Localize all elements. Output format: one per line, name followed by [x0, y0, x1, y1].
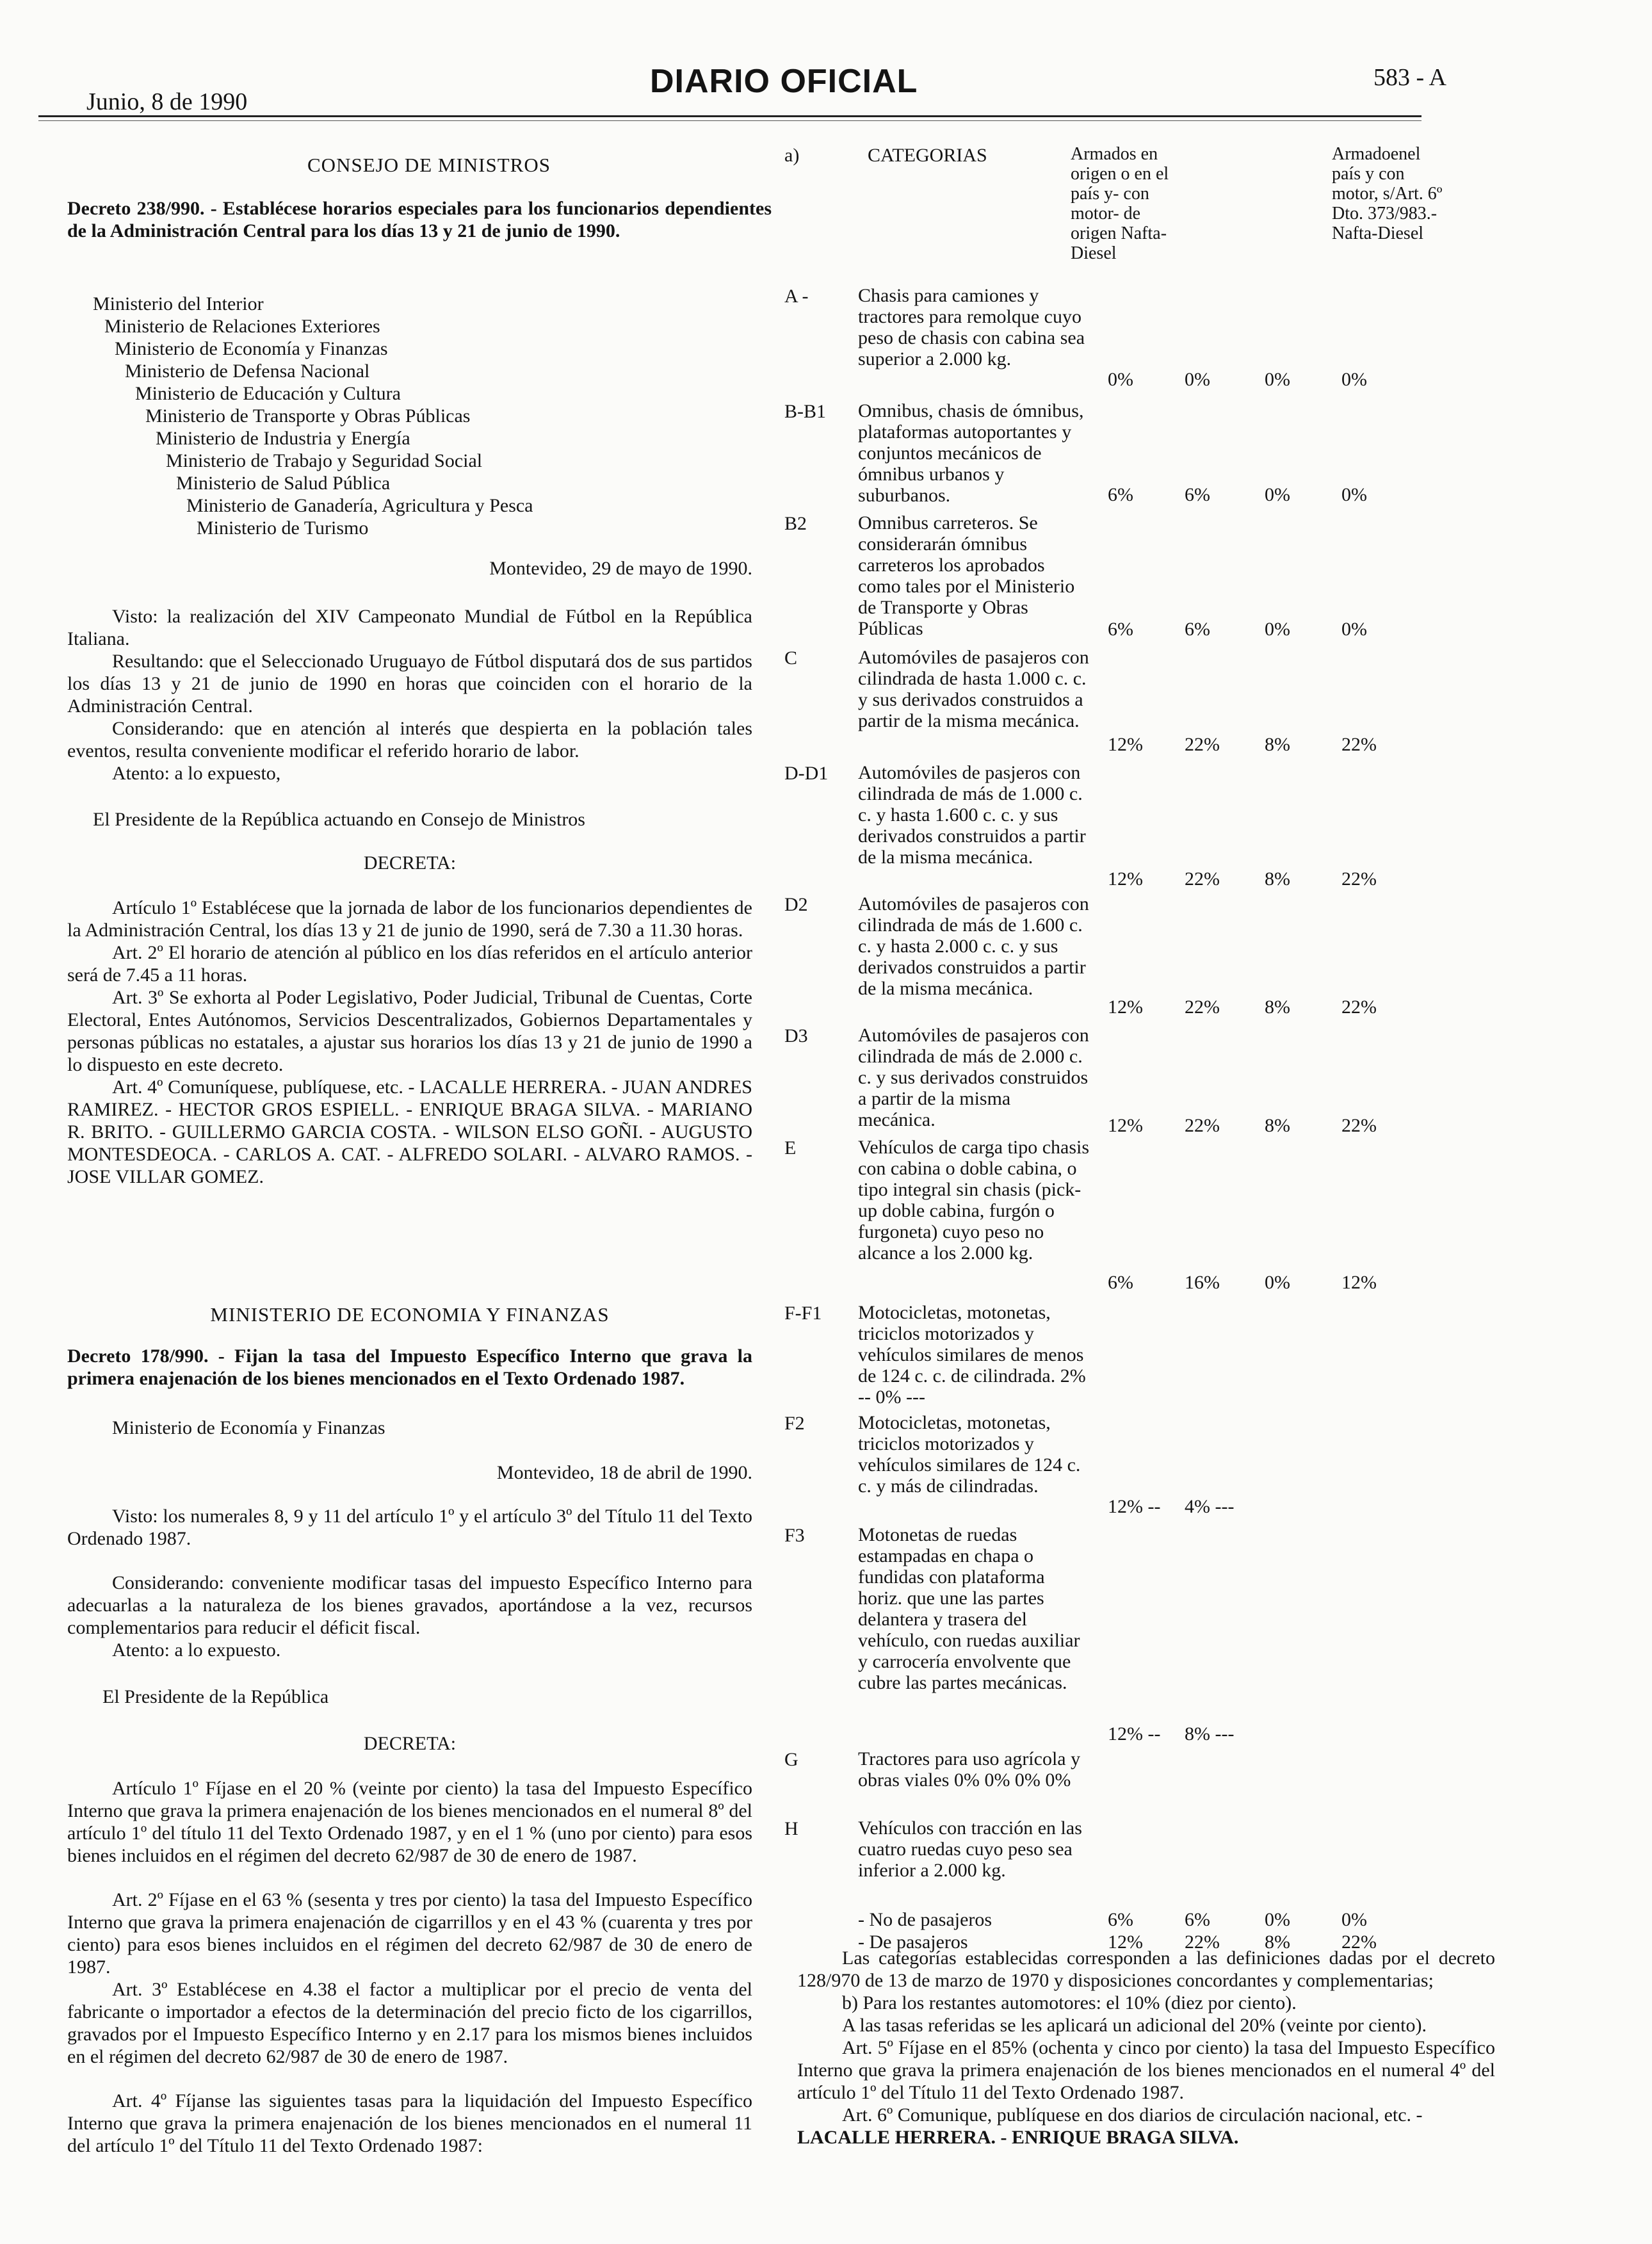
mef-considerations [67, 1505, 752, 1661]
rate-cell: 8% [1265, 868, 1290, 890]
rate-cell: 0% [1341, 484, 1367, 505]
article-3: Art. 3º Se exhorta al Poder Legislativo, Poder Judicial, Tribunal de Cuentas, Corte Electoral, Entes Autónomos, Servicios Descentralizados, Gobiernos Departamentales y personas públicas no estatales, a ajustar sus horarios los días 13 y 21 de junio de 1990 a lo dispuesto en este decreto. [67, 987, 752, 1075]
table-notes [797, 1947, 1495, 2149]
category-description: Tractores para uso agrícola y obras viales 0% 0% 0% 0% [858, 1748, 1081, 1791]
atento-text: Atento: a lo expuesto. [112, 1639, 281, 1661]
rate-cell: 8% [1265, 996, 1290, 1018]
rate-cell: 12% [1108, 1931, 1143, 1953]
article-1: Artículo 1º Fíjase en el 20 % (veinte por ciento) la tasa del Impuesto Específico Interno que grava la primera enajenación de los bienes mencionados en el numeral 8º del artículo 1º del título 11 del Texto Ordenado 1987, y en el 1 % (uno por ciento) para esos bienes incluidos en el régimen del decreto 62/987 de 30 de enero de 1987. [67, 1778, 752, 1866]
rate-cell: 22% [1185, 868, 1220, 890]
rate-cell: 22% [1341, 734, 1377, 755]
rate-row [1108, 733, 1441, 756]
ministry-item: Ministerio de Educación y Cultura [135, 383, 401, 404]
ministry-item: Ministerio de Economía y Finanzas [115, 338, 388, 359]
note-b: b) Para los restantes automotores: el 10% (diez por ciento). [842, 1992, 1297, 2013]
category-code: A - [784, 286, 809, 307]
consejo-considerations [67, 605, 752, 785]
table-header-armados-pais: Armadoenel país y con motor, s/Art. 6º Dto. 373/983.- Nafta-Diesel [1332, 144, 1443, 243]
newspaper-title: DIARIO OFICIAL [650, 63, 918, 100]
category-code: D3 [784, 1025, 808, 1046]
rate-cell: 12% [1108, 996, 1143, 1018]
header-rule [38, 115, 1421, 117]
category-code: F3 [784, 1525, 805, 1546]
decree-178-title: Decreto 178/990. - Fijan la tasa del Impuesto Específico Interno que grava la primera enajenación de los bienes mencionados en el Texto Ordenado 1987. [67, 1346, 752, 1389]
page-number: 583 - A [1373, 64, 1446, 91]
rate-cell: 22% [1185, 734, 1220, 755]
category-description: Motocicletas, motonetas, triciclos motorizados y vehículos similares de menos de 124 c. c. de cilindrada. 2% -- 0% --- [858, 1302, 1086, 1408]
rate-cell [1265, 1495, 1341, 1518]
article-3: Art. 3º Establécese en 4.38 el factor a multiplicar por el precio de venta del fabricante o importador a efectos de la determinación del precio ficto de los cigarrillos, gravados por el Impuesto Específico Interno y en 2.17 para los mismos bienes incluidos en el régimen del decreto 62/987 de 30 de enero de 1987. [67, 1979, 752, 2067]
ministry-item: Ministerio de Ganadería, Agricultura y Pesca [186, 495, 533, 516]
rate-cell: 12% -- [1108, 1496, 1161, 1517]
category-description: Automóviles de pasajeros con cilindrada de más de 1.600 c. c. y hasta 2.000 c. c. y sus derivados construidos a partir de la misma mecánica. [858, 893, 1089, 999]
table-header-categorias: CATEGORIAS [868, 145, 987, 166]
resultando-text: Resultando: que el Seleccionado Uruguayo de Fútbol disputará dos de sus partidos los días 13 y 21 de junio de 1990 en horas que coinciden con el horario de la Administración Central. [67, 651, 752, 717]
category-description: Omnibus, chasis de ómnibus, plataformas autoportantes y conjuntos mecánicos de ómnibus urbanos y suburbanos. [858, 400, 1084, 506]
rate-row [1108, 368, 1441, 391]
article-4: Art. 4º Comuníquese, publíquese, etc. - LACALLE HERRERA. - JUAN ANDRES RAMIREZ. - HECTOR GROS ESPIELL. - ENRIQUE BRAGA SILVA. - MARIANO R. BRITO. - GUILLERMO GARCIA COSTA. - WILSON ELSO GOÑI. - AUGUSTO MONTESDEOCA. - CARLOS A. CAT. - ALFREDO SOLARI. - ALVARO RAMOS. - JOSE VILLAR GOMEZ. [67, 1077, 752, 1187]
category-code: D2 [784, 894, 808, 915]
presidente-text: El Presidente de la República actuando en Consejo de Ministros [93, 809, 585, 830]
rate-cell: 6% [1108, 1272, 1133, 1293]
presidente-text: El Presidente de la República [102, 1686, 329, 1707]
rate-row [1108, 996, 1441, 1018]
rate-cell: 12% [1108, 1115, 1143, 1136]
ministry-item: Ministerio de Industria y Energía [156, 428, 410, 449]
category-code: E [784, 1137, 797, 1159]
rate-cell: 22% [1341, 1115, 1377, 1136]
rate-cell: 12% [1341, 1272, 1377, 1293]
rate-cell: 6% [1108, 1909, 1133, 1930]
category-description: Chasis para camiones y tractores para remolque cuyo peso de chasis con cabina sea superior a 2.000 kg. [858, 285, 1085, 370]
rate-cell: 6% [1108, 484, 1133, 505]
visto-text: Visto: los numerales 8, 9 y 11 del artículo 1º y el artículo 3º del Título 11 del Texto Ordenado 1987. [67, 1506, 752, 1549]
ministry-item: Ministerio de Turismo [197, 517, 369, 539]
rate-row [1108, 484, 1441, 506]
decree-238-title: Decreto 238/990. - Establécese horarios especiales para los funcionarios dependientes de la Administración Central para los días 13 y 21 de junio de 1990. [67, 198, 772, 241]
signature: LACALLE HERRERA. - ENRIQUE BRAGA SILVA. [797, 2127, 1239, 2148]
table-label-a: a) [784, 145, 800, 166]
category-description: Motonetas de ruedas estampadas en chapa o fundidas con plataforma horiz. que une las partes delantera y trasera del vehículo, con ruedas auxiliar y carrocería envolvente que cubre las partes mecánicas. [858, 1524, 1080, 1693]
rate-row [1108, 618, 1441, 640]
article-2: Art. 2º Fíjase en el 63 % (sesenta y tres por ciento) la tasa del Impuesto Específico Interno que grava la primera enajenación de cigarrillos y en el 43 % (cuarenta y tres por ciento) para esos bienes incluidos en el régimen del decreto 62/987 de 30 de enero de 1987. [67, 1889, 752, 1978]
considerando-text: Considerando: que en atención al interés que despierta en la población tales eventos, resulta conveniente modificar el referido horario de labor. [67, 718, 752, 761]
header-date: Junio, 8 de 1990 [86, 88, 248, 115]
atento-text: Atento: a lo expuesto, [112, 763, 281, 784]
rate-cell: 6% [1185, 484, 1210, 505]
rate-row [1108, 1495, 1441, 1518]
article-1: Artículo 1º Establécese que la jornada de labor de los funcionarios dependientes de la Administración Central, los días 13 y 21 de junio de 1990, será de 7.30 a 11.30 horas. [67, 897, 752, 941]
category-code: D-D1 [784, 763, 829, 784]
note-adicional: A las tasas referidas se les aplicará un adicional del 20% (veinte por ciento). [842, 2015, 1427, 2036]
article-2: Art. 2º El horario de atención al público en los días referidos en el artículo anterior será de 7.45 a 11 horas. [67, 942, 752, 986]
category-description: Motocicletas, motonetas, triciclos motorizados y vehículos similares de 124 c. c. y más de cilindradas. [858, 1412, 1081, 1497]
rate-cell: 0% [1341, 619, 1367, 640]
rate-row [1108, 1114, 1441, 1137]
article-6: Art. 6º Comunique, publíquese en dos diarios de circulación nacional, etc. - [842, 2104, 1423, 2126]
rate-cell: 22% [1341, 868, 1377, 890]
rate-cell: 22% [1185, 1931, 1220, 1953]
rate-row [1108, 1271, 1441, 1294]
rate-cell: 8% [1265, 1115, 1290, 1136]
category-description: Vehículos de carga tipo chasis con cabina o doble cabina, o tipo integral sin chasis (pick-up doble cabina, furgón o furgoneta) cuyo peso no alcance a los 2.000 kg. [858, 1137, 1090, 1264]
rate-cell: 8% [1265, 734, 1290, 755]
rate-cell: 8% --- [1185, 1723, 1235, 1744]
rate-cell [1341, 1495, 1441, 1518]
section-title-mef: MINISTERIO DE ECONOMIA Y FINANZAS [210, 1303, 610, 1326]
header-rule-thin [38, 120, 1421, 121]
rate-cell: 0% [1265, 619, 1290, 640]
note-categorias: Las categorías establecidas corresponden a las definiciones dadas por el decreto 128/970 de 13 de marzo de 1970 y disposiciones concordantes y complementarias; [797, 1947, 1495, 1991]
rate-cell: 4% --- [1185, 1496, 1235, 1517]
ministry-item: Ministerio de Defensa Nacional [125, 361, 370, 382]
considerando-text: Considerando: conveniente modificar tasas del impuesto Específico Interno para adecuarlas a la naturaleza de los bienes gravados, aportándose a la vez, recursos complementarios para reducir el déficit fiscal. [67, 1572, 752, 1638]
rate-cell: 6% [1108, 619, 1133, 640]
decreta-heading: DECRETA: [363, 1733, 457, 1754]
rate-row [1108, 868, 1441, 890]
category-code: F2 [784, 1413, 805, 1434]
category-description: Automóviles de pasajeros con cilindrada de hasta 1.000 c. c. y sus derivados construidos a partir de la misma mecánica. [858, 647, 1089, 731]
rate-cell: 16% [1185, 1272, 1220, 1293]
category-code: B2 [784, 513, 807, 534]
ministry-item: Ministerio de Salud Pública [176, 473, 391, 494]
rate-cell: 22% [1185, 1115, 1220, 1136]
rate-cell [1341, 1723, 1441, 1745]
decreta-heading: DECRETA: [363, 852, 457, 874]
rate-cell: 0% [1265, 1272, 1290, 1293]
rate-cell: 0% [1341, 369, 1367, 390]
category-code: G [784, 1749, 798, 1770]
article-4: Art. 4º Fíjanse las siguientes tasas para la liquidación del Impuesto Específico Interno que grava la primera enajenación de los bienes mencionados en el numeral 11 del artículo 1º del Título 11 del Texto Ordenado 1987: [67, 2090, 752, 2156]
ministry-item: Ministerio de Transporte y Obras Públicas [145, 405, 471, 427]
rate-cell: 12% [1108, 734, 1143, 755]
ministry-item: Ministerio del Interior [93, 293, 264, 314]
table-row [858, 1908, 1421, 1931]
category-description: Omnibus carreteros. Se considerarán ómnibus carreteros los aprobados como tales por el Ministerio de Transporte y Obras Públicas [858, 512, 1075, 639]
article-5: Art. 5º Fíjase en el 85% (ochenta y cinco por ciento) la tasa del Impuesto Específico Interno que grava la primera enajenación de los bienes mencionados en el numeral 4º del artículo 1º del Título 11 del Texto Ordenado 1987. [797, 2037, 1495, 2103]
rate-cell: 6% [1185, 619, 1210, 640]
category-description: Automóviles de pasjeros con cilindrada de más de 1.000 c. c. y hasta 1.600 c. c. y sus derivados construidos a partir de la misma mecánica. [858, 762, 1086, 868]
rate-cell: 8% [1265, 1931, 1290, 1953]
rate-cell: 0% [1265, 1909, 1290, 1930]
rate-cell: 12% -- [1108, 1723, 1161, 1744]
rate-cell: 6% [1185, 1909, 1210, 1930]
section-title-consejo: CONSEJO DE MINISTROS [307, 154, 551, 176]
rate-cell: 0% [1265, 484, 1290, 505]
rate-cell: 0% [1108, 369, 1133, 390]
category-code: C [784, 647, 798, 669]
category-description: Vehículos con tracción en las cuatro ruedas cuyo peso sea inferior a 2.000 kg. [858, 1817, 1082, 1881]
table-header-armados-origen: Armados en origen o en el país y- con motor- de origen Nafta-Diesel [1071, 144, 1169, 263]
rate-cell [1265, 1723, 1341, 1745]
category-code: F-F1 [784, 1303, 822, 1324]
ministry-item: Ministerio de Trabajo y Seguridad Social [166, 450, 483, 471]
ministries-list [93, 293, 533, 539]
sub-row-label: - De pasajeros [858, 1931, 968, 1953]
rate-cell: 22% [1341, 996, 1377, 1018]
rate-cell: 12% [1108, 868, 1143, 890]
place-date-consejo: Montevideo, 29 de mayo de 1990. [489, 558, 752, 579]
visto-text: Visto: la realización del XIV Campeonato Mundial de Fútbol en la República Italiana. [67, 606, 752, 649]
category-code: H [784, 1818, 798, 1839]
rate-cell: 0% [1265, 369, 1290, 390]
rate-cell: 0% [1185, 369, 1210, 390]
rate-cell: 0% [1341, 1909, 1367, 1930]
category-code: B-B1 [784, 401, 827, 422]
place-date-mef: Montevideo, 18 de abril de 1990. [496, 1462, 752, 1483]
consejo-articles [67, 897, 752, 1188]
mef-articles [67, 1777, 752, 2157]
rate-cell: 22% [1341, 1931, 1377, 1953]
mef-ministry: Ministerio de Economía y Finanzas [112, 1417, 385, 1438]
rate-cell: 22% [1185, 996, 1220, 1018]
category-description: Automóviles de pasajeros con cilindrada de más de 2.000 c. c. y sus derivados construidos a partir de la misma mecánica. [858, 1025, 1089, 1130]
ministry-item: Ministerio de Relaciones Exteriores [104, 316, 380, 337]
rate-row [1108, 1723, 1441, 1745]
sub-row-label: - No de pasajeros [858, 1909, 992, 1930]
